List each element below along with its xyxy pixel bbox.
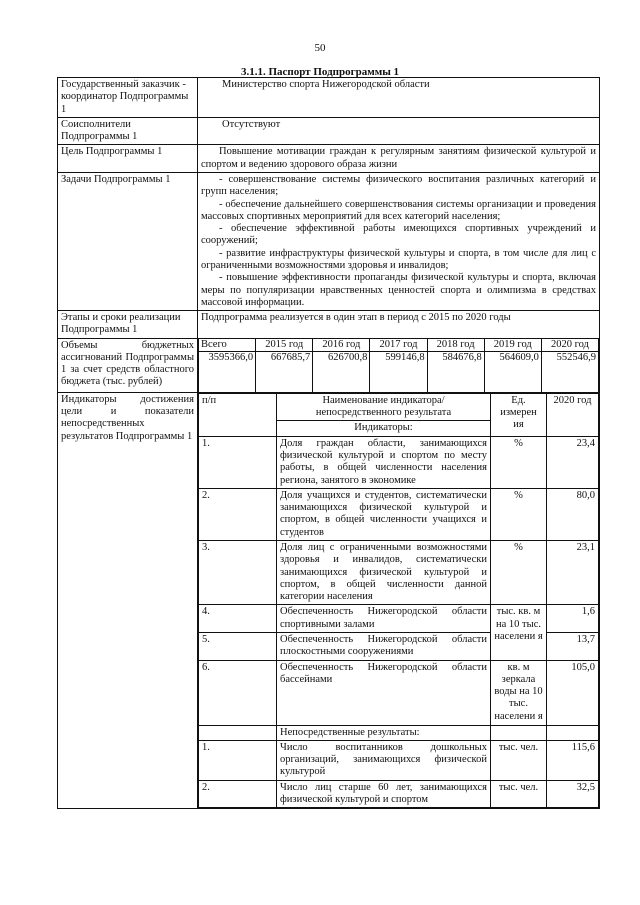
indicators-cell (198, 392, 600, 808)
customer-value: Министерство спорта Нижегородской области (198, 78, 600, 118)
section-results-spacer (547, 725, 599, 740)
indicator-unit: % (491, 436, 547, 488)
row-coexecutors (58, 117, 600, 145)
indicator-row (199, 436, 599, 488)
indicator-name: Обеспеченность Нижегородской области плоскостными сооружениями (277, 632, 491, 660)
indicator-num: 5. (199, 632, 277, 660)
budget-value: 564609,0 (484, 351, 541, 392)
budget-value: 626700,8 (313, 351, 370, 392)
indicator-name: Доля лиц с ограниченными возможностями здоровья и инвалидов, систематически занимающихся физической культурой и спортом, в общей численности данной категории населения (277, 541, 491, 605)
stages-label: Этапы и сроки реализации Подпрограммы 1 (58, 311, 198, 339)
page-number: 50 (314, 42, 326, 54)
indicators-header-row (199, 393, 599, 421)
indicator-row (199, 488, 599, 540)
indicators-table (198, 393, 599, 808)
row-customer (58, 78, 600, 118)
col-unit-header: Ед. измерен ия (491, 393, 547, 436)
indicator-name: Доля граждан области, занимающихся физической культурой и спортом по месту работы, в общей численности населения региона, занятого в экономике (277, 436, 491, 488)
indicator-value: 23,4 (547, 436, 599, 488)
col-value-header: 2020 год (547, 393, 599, 436)
stages-value: Подпрограмма реализуется в один этап в период с 2015 по 2020 годы (198, 311, 600, 339)
budget-header: 2016 год (313, 338, 370, 351)
row-budget (58, 338, 600, 392)
budget-value: 552546,9 (541, 351, 598, 392)
result-num: 1. (199, 740, 277, 780)
coexecutors-value: Отсутствуют (198, 117, 600, 145)
passport-table (57, 77, 600, 809)
indicator-name: Доля учащихся и студентов, систематически занимающихся физической культурой и спортом, в общей численности учащихся и студентов (277, 488, 491, 540)
indicator-unit: % (491, 541, 547, 605)
budget-header: 2018 год (427, 338, 484, 351)
indicator-num: 3. (199, 541, 277, 605)
section-results: Непосредственные результаты: (277, 725, 491, 740)
col-name-header: Наименование индикатора/непосредственного результата (277, 393, 491, 421)
section-results-row (199, 725, 599, 740)
task-item: - обеспечение дальнейшего совершенствования системы организации и проведения массовых спортивных мероприятий для всех категорий населения; (201, 198, 596, 222)
row-goal (58, 145, 600, 173)
result-num: 2. (199, 780, 277, 808)
budget-table (198, 338, 599, 393)
budget-value: 599146,8 (370, 351, 427, 392)
goal-value: Повышение мотивации граждан к регулярным занятиям физической культурой и спортом и ведению здорового образа жизни (198, 145, 600, 173)
indicator-name: Обеспеченность Нижегородской области спортивными залами (277, 605, 491, 633)
customer-label: Государственный заказчик - координатор Подпрограммы 1 (58, 78, 198, 118)
indicator-row (199, 605, 599, 633)
task-item: - развитие инфраструктуры физической культуры и спорта, в том числе для лиц с ограниченными возможностями здоровья и инвалидов; (201, 247, 596, 271)
budget-cell (198, 338, 600, 392)
result-unit: тыс. чел. (491, 780, 547, 808)
indicator-row (199, 660, 599, 725)
section-indicators: Индикаторы: (277, 421, 491, 436)
section-results-spacer (491, 725, 547, 740)
document-title: 3.1.1. Паспорт Подпрограммы 1 (240, 66, 400, 78)
budget-header: 2019 год (484, 338, 541, 351)
result-unit: тыс. чел. (491, 740, 547, 780)
indicator-value: 1,6 (547, 605, 599, 633)
budget-value: 667685,7 (256, 351, 313, 392)
indicator-num: 4. (199, 605, 277, 633)
indicator-value: 13,7 (547, 632, 599, 660)
indicators-label: Индикаторы достижения цели и показатели непосредственных результатов Подпрограммы 1 (58, 392, 198, 808)
indicator-unit-shared: тыс. кв. м на 10 тыс. населени я (491, 605, 547, 660)
indicator-value: 80,0 (547, 488, 599, 540)
budget-header-row (199, 338, 599, 351)
indicator-unit: кв. м зеркала воды на 10 тыс. населени я (491, 660, 547, 725)
indicator-value: 105,0 (547, 660, 599, 725)
section-results-spacer (199, 725, 277, 740)
indicator-row (199, 541, 599, 605)
budget-value: 3595366,0 (199, 351, 256, 392)
indicator-num: 2. (199, 488, 277, 540)
tasks-value (198, 172, 600, 310)
budget-value-row (199, 351, 599, 392)
result-row (199, 780, 599, 808)
row-indicators (58, 392, 600, 808)
task-item: - обеспечение эффективной работы имеющихся спортивных учреждений и сооружений; (201, 223, 596, 247)
row-stages (58, 311, 600, 339)
result-row (199, 740, 599, 780)
indicator-unit: % (491, 488, 547, 540)
indicator-value: 23,1 (547, 541, 599, 605)
coexecutors-label: Соисполнители Подпрограммы 1 (58, 117, 198, 145)
col-num-header: п/п (199, 393, 277, 436)
indicator-num: 1. (199, 436, 277, 488)
goal-label: Цель Подпрограммы 1 (58, 145, 198, 173)
task-item: - совершенствование системы физического воспитания различных категорий и групп населения; (201, 173, 596, 198)
tasks-label: Задачи Подпрограммы 1 (58, 172, 198, 310)
result-value: 115,6 (547, 740, 599, 780)
task-item: - повышение эффективности пропаганды физической культуры и спорта, включая меры по популяризации нравственных ценностей спорта и олимпизма в средствах массовой информации. (201, 272, 596, 308)
budget-header: 2015 год (256, 338, 313, 351)
result-name: Число лиц старше 60 лет, занимающихся физической культурой и спортом (277, 780, 491, 808)
row-tasks (58, 172, 600, 310)
result-name: Число воспитанников дошкольных организаций, занимающихся физической культурой (277, 740, 491, 780)
indicator-name: Обеспеченность Нижегородской области бассейнами (277, 660, 491, 725)
budget-label: Объемы бюджетных ассигнований Подпрограммы 1 за счет средств областного бюджета (тыс. рублей) (58, 338, 198, 392)
budget-value: 584676,8 (427, 351, 484, 392)
budget-header: 2020 год (541, 338, 598, 351)
indicator-num: 6. (199, 660, 277, 725)
budget-header: Всего (199, 338, 256, 351)
result-value: 32,5 (547, 780, 599, 808)
budget-header: 2017 год (370, 338, 427, 351)
